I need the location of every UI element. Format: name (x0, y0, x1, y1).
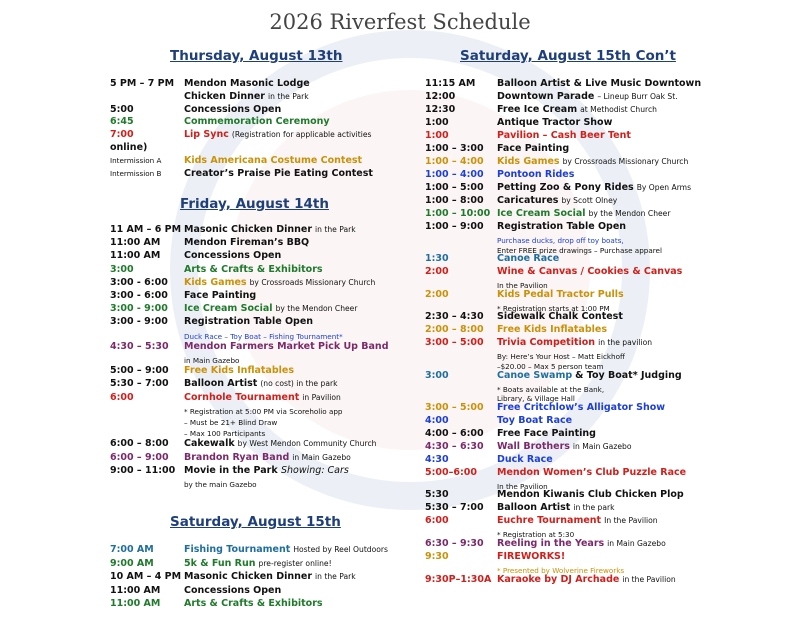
event-detail: in the Pavilion (622, 574, 676, 584)
event-name: Duck Race (497, 453, 553, 465)
schedule-row (425, 370, 795, 382)
event-time: 3:00 – 5:00 (425, 337, 484, 349)
schedule-row (110, 585, 410, 597)
event-time: 9:30P–1:30A (425, 573, 492, 585)
schedule-row (110, 598, 410, 610)
schedule-row (110, 571, 410, 583)
event-time: online) (110, 142, 148, 153)
schedule-row (425, 574, 795, 586)
schedule-row (425, 169, 795, 181)
event-time: 3:00 - 6:00 (110, 290, 168, 301)
schedule-subnote: Duck Race – Toy Boat – Fishing Tournament* (184, 331, 343, 341)
schedule-row (110, 465, 410, 477)
schedule-row (110, 354, 410, 366)
event-name: Balloon Artist & Live Music Downtown (497, 78, 702, 89)
event-name (497, 337, 652, 349)
event-name (497, 104, 657, 116)
schedule-row (110, 264, 410, 276)
schedule-subnote: * Registration at 5:00 PM via Scoreholio app (184, 406, 343, 416)
event-name (184, 224, 356, 236)
event-time: 3:00 - 6:00 (110, 276, 168, 288)
event-detail: in Main Gazebo (572, 441, 632, 451)
event-detail: by West Mendon Community Church (237, 439, 377, 449)
event-name: Creator’s Praise Pie Eating Contest (184, 167, 373, 179)
event-time: 1:00 – 4:00 (425, 169, 484, 180)
event-time: 9:00 AM (110, 557, 154, 569)
event-name: Toy Boat Race (497, 414, 573, 426)
event-title: Chicken Dinner (184, 90, 265, 102)
event-detail: by the Mendon Cheer (275, 304, 358, 314)
schedule-row (425, 117, 795, 129)
event-time: 6:00 (110, 391, 134, 403)
event-time: 3:00 - 9:00 (110, 303, 168, 315)
event-name: Kids Pedal Tractor Pulls (497, 288, 624, 300)
canoe-swamp-extra: & Toy Boat* Judging (575, 369, 682, 381)
event-name (184, 571, 356, 583)
event-name: Face Painting (184, 290, 257, 301)
event-detail: by the Mendon Cheer (588, 209, 671, 218)
schedule-row (110, 378, 410, 390)
event-title: Free Ice Cream (497, 104, 578, 115)
schedule-subnote: * Presented by Wolverine Fireworks (497, 566, 625, 575)
event-name: Free Face Painting (497, 427, 596, 439)
schedule-row (425, 467, 795, 479)
event-name: Concessions Open (184, 584, 282, 596)
schedule-row (425, 208, 795, 220)
schedule-row (110, 129, 400, 141)
schedule-row (110, 405, 410, 417)
schedule-row (110, 427, 410, 439)
event-name: Concessions Open (184, 103, 282, 115)
event-time: 12:30 (425, 104, 456, 115)
event-name (497, 91, 678, 103)
event-time: 5:30 – 7:00 (110, 378, 169, 390)
event-time: Intermission A (110, 155, 162, 165)
event-time: 4:30 – 5:30 (110, 340, 169, 352)
schedule-subnote: –$20.00 – Max 5 person team (497, 362, 604, 371)
event-time: 6:45 (110, 116, 134, 128)
event-name: Canoe Race (497, 253, 560, 265)
event-name (497, 574, 676, 586)
page-title: 2026 Riverfest Schedule (269, 10, 531, 34)
event-detail: pre-register online! (258, 558, 332, 568)
event-title: Ice Cream Social (497, 208, 586, 219)
event-name: Antique Tractor Show (497, 117, 613, 128)
schedule-row (425, 104, 795, 116)
event-name: Mendon Masonic Lodge (184, 78, 310, 89)
event-time: 1:30 (425, 253, 449, 265)
schedule-row (425, 502, 795, 514)
schedule-row (110, 142, 400, 154)
event-name (497, 156, 688, 168)
section-heading-saturday-cont: Saturday, August 15th Con’t (460, 48, 676, 64)
event-detail: in Main Gazebo (292, 452, 351, 462)
event-title: Karaoke by DJ Archade (497, 573, 620, 585)
event-title: Trivia Competition (497, 337, 596, 349)
event-time: 7:00 AM (110, 544, 154, 555)
event-time: 3:00 - 9:00 (110, 316, 168, 328)
schedule-row (110, 544, 410, 556)
event-name (184, 438, 376, 450)
event-time: 11:00 AM (110, 250, 161, 262)
event-detail: by Scott Olney (561, 196, 618, 205)
event-time: 5:30 – 7:00 (425, 502, 484, 514)
schedule-row (110, 224, 410, 236)
event-time: 3:00 (110, 263, 134, 275)
event-time: 6:00 (425, 515, 449, 527)
event-time: 10 AM – 4 PM (110, 571, 182, 583)
event-name: Mendon Women’s Club Puzzle Race (497, 466, 687, 478)
event-name (497, 195, 617, 207)
schedule-row (425, 441, 795, 453)
event-time: 6:00 – 8:00 (110, 438, 169, 450)
event-time: 11:00 AM (110, 584, 161, 596)
schedule-subnote: – Must be 21+ Blind Draw (184, 418, 278, 427)
event-name (497, 515, 658, 527)
schedule-row (110, 341, 410, 353)
event-detail: Hosted by Reel Outdoors (293, 545, 388, 554)
event-time: 11:00 AM (110, 237, 161, 249)
event-time: 11:15 AM (425, 78, 476, 89)
event-name (184, 129, 371, 141)
schedule-subnote: * Registration starts at 1:00 PM (497, 303, 610, 313)
event-title: Lip Sync (184, 129, 229, 141)
schedule-row (425, 454, 795, 466)
event-name: Registration Table Open (497, 221, 627, 232)
event-title: Balloon Artist (184, 378, 258, 390)
schedule-row (110, 438, 410, 450)
event-title: Cakewalk (184, 438, 235, 450)
event-name: Arts & Crafts & Exhibitors (184, 598, 323, 610)
event-time: 1:00 (425, 117, 449, 128)
event-time: 1:00 (425, 130, 449, 141)
event-title: Euchre Tournament (497, 515, 602, 527)
event-name: Kids Americana Costume Contest (184, 154, 363, 166)
event-time: 2:30 – 4:30 (425, 311, 484, 323)
schedule-subnote: In the Pavilion (497, 281, 548, 291)
schedule-subnote: Library, & Village Hall (497, 394, 575, 404)
schedule-subnote: in Main Gazebo (184, 356, 240, 365)
event-time: 6:00 – 9:00 (110, 451, 169, 463)
schedule-row (110, 78, 400, 90)
schedule-row (425, 130, 795, 142)
event-title: Fishing Tournament (184, 544, 291, 555)
event-detail: in the park (573, 503, 615, 513)
schedule-row (110, 155, 400, 167)
schedule-row (425, 337, 795, 349)
event-time: 9:30 (425, 551, 449, 562)
event-title: Caricatures (497, 195, 559, 206)
event-time: 5 PM – 7 PM (110, 78, 175, 89)
event-time: 2:00 (425, 288, 449, 300)
event-time: 1:00 – 8:00 (425, 195, 484, 206)
schedule-row (110, 250, 410, 262)
event-title: Kids Games (497, 156, 560, 167)
event-detail: in Main Gazebo (607, 539, 666, 548)
event-name: Pavilion – Cash Beer Tent (497, 130, 631, 141)
schedule-row (425, 551, 795, 563)
event-detail: in the Park (268, 91, 309, 101)
schedule-subnote: * Registration at 5:30 (497, 530, 575, 540)
event-time: 5:00–6:00 (425, 466, 478, 478)
schedule-row (425, 182, 795, 194)
schedule-row (425, 402, 795, 414)
event-name (184, 544, 388, 556)
event-name: Wine & Canvas / Cookies & Canvas (497, 266, 683, 278)
event-name: Commemoration Ceremony (184, 116, 330, 128)
event-time: 2:00 – 8:00 (425, 324, 484, 336)
event-time: 1:00 – 5:00 (425, 182, 484, 193)
schedule-row (110, 478, 410, 490)
schedule-subnote: Enter FREE prize drawings – Purchase apparel (497, 245, 662, 255)
schedule-row (110, 365, 410, 377)
event-time: 9:00 – 11:00 (110, 464, 176, 476)
section-heading-friday: Friday, August 14th (180, 196, 329, 212)
event-name: FIREWORKS! (497, 551, 566, 562)
event-name: Registration Table Open (184, 316, 314, 328)
event-time: 11 AM – 6 PM (110, 224, 182, 235)
schedule-row (425, 289, 795, 301)
event-time: 7:00 (110, 129, 134, 141)
event-detail: by Crossroads Missionary Church (562, 157, 689, 166)
event-name (184, 558, 332, 570)
schedule-row (110, 237, 410, 249)
section-heading-saturday: Saturday, August 15th (170, 514, 341, 530)
event-name (497, 182, 691, 194)
schedule-row (110, 116, 400, 128)
event-name (497, 538, 666, 550)
event-time: 3:00 – 5:00 (425, 401, 484, 413)
movie-showing: Showing: Cars (281, 464, 349, 476)
schedule-row (110, 290, 410, 302)
schedule-subnote: * Boats available at the Bank, (497, 384, 605, 394)
event-name: Mendon Fireman’s BBQ (184, 237, 310, 249)
event-time: 4:00 (425, 414, 449, 426)
event-name (184, 277, 375, 289)
event-title: Cornhole Tournament (184, 391, 300, 403)
schedule-subnote: – Max 100 Participants (184, 429, 266, 439)
event-name: Free Critchlow’s Alligator Show (497, 401, 666, 413)
event-time: 4:00 – 6:00 (425, 427, 484, 439)
event-detail: in Pavilion (302, 392, 341, 402)
event-name: Free Kids Inflatables (184, 365, 294, 377)
schedule-row (425, 489, 795, 501)
event-title: Petting Zoo & Pony Rides (497, 182, 634, 193)
event-time: 1:00 – 4:00 (425, 156, 484, 167)
schedule-row (110, 558, 410, 570)
event-title: Kids Games (184, 276, 247, 288)
event-time: 2:00 (425, 266, 449, 278)
event-detail: (no cost) in the park (260, 379, 338, 389)
event-time: 4:30 (425, 453, 449, 465)
schedule-row (110, 416, 410, 428)
event-title: Masonic Chicken Dinner (184, 224, 312, 235)
event-name (497, 208, 670, 220)
event-detail: by Crossroads Missionary Church (249, 277, 376, 287)
event-detail: By Open Arms (636, 183, 692, 192)
schedule-row (110, 277, 410, 289)
schedule-row (425, 415, 795, 427)
schedule-subnote: by the main Gazebo (184, 480, 257, 489)
schedule-row (425, 143, 795, 155)
event-time: 4:30 – 6:30 (425, 440, 484, 452)
event-name (497, 502, 615, 514)
event-name: Arts & Crafts & Exhibitors (184, 263, 323, 275)
schedule-row (425, 253, 795, 265)
schedule-row (425, 428, 795, 440)
schedule-row (425, 324, 795, 336)
event-name (184, 303, 357, 315)
event-name: Canoe Swamp & Toy Boat* Judging (497, 369, 682, 381)
event-time: 5:00 (110, 103, 134, 115)
schedule-row (425, 538, 795, 550)
event-title: Brandon Ryan Band (184, 451, 290, 463)
schedule-row (425, 78, 795, 90)
schedule-row (425, 195, 795, 207)
event-time: 1:00 – 10:00 (425, 208, 491, 219)
schedule-subnote: By: Here’s Your Host – Matt Eickhoff (497, 352, 625, 362)
event-name: Mendon Farmers Market Pick Up Band (184, 340, 389, 352)
event-time: 5:00 – 9:00 (110, 365, 169, 377)
event-title: Masonic Chicken Dinner (184, 571, 312, 583)
event-detail: in the Park (315, 572, 356, 582)
schedule-row (110, 330, 410, 342)
schedule-row (110, 168, 400, 180)
schedule-row (110, 316, 410, 328)
schedule-row (425, 156, 795, 168)
schedule-row (110, 91, 400, 103)
event-time: 5:30 (425, 489, 449, 501)
event-time: Intermission B (110, 168, 162, 178)
schedule-subnote: Purchase ducks, drop off toy boats, (497, 236, 624, 245)
event-name: Sidewalk Chalk Contest (497, 311, 623, 323)
event-time: 12:00 (425, 91, 456, 102)
event-time: 1:00 – 9:00 (425, 221, 484, 232)
schedule-row (110, 452, 410, 464)
schedule-row (110, 392, 410, 404)
event-title: 5k & Fun Run (184, 557, 256, 569)
event-time: 11:00 AM (110, 598, 161, 610)
schedule-row (425, 515, 795, 527)
schedule-row (425, 311, 795, 323)
event-title: Reeling in the Years (497, 538, 605, 549)
event-detail: In the Pavilion (604, 516, 658, 526)
event-detail: in the Park (315, 225, 356, 234)
event-name: Pontoon Rides (497, 169, 575, 180)
schedule-row (110, 104, 400, 116)
event-name (184, 91, 309, 103)
event-name (497, 441, 631, 453)
event-detail: (Registration for applicable activities (231, 130, 372, 140)
schedule-row (110, 303, 410, 315)
event-name: Concessions Open (184, 250, 282, 262)
event-name: Mendon Kiwanis Club Chicken Plop (497, 489, 684, 501)
schedule-row (425, 221, 795, 233)
event-name: Face Painting (497, 143, 570, 154)
event-detail: at Methodist Church (580, 105, 657, 114)
event-title: Wall Brothers (497, 440, 570, 452)
schedule-row (425, 266, 795, 278)
event-title: Ice Cream Social (184, 303, 273, 315)
event-name: Free Kids Inflatables (497, 324, 607, 336)
event-time: 6:30 – 9:30 (425, 538, 484, 549)
event-name: Movie in the Park Showing: Cars (184, 464, 349, 476)
event-title: Downtown Parade (497, 91, 595, 102)
section-heading-thursday: Thursday, August 13th (170, 48, 343, 64)
event-detail: in the pavilion (598, 338, 653, 348)
event-name (184, 392, 341, 404)
schedule-row (425, 91, 795, 103)
event-name (184, 452, 351, 464)
event-time: 1:00 – 3:00 (425, 143, 484, 154)
event-detail: – Lineup Burr Oak St. (597, 92, 678, 101)
event-title: Balloon Artist (497, 502, 571, 514)
event-name (184, 378, 338, 390)
event-time: 3:00 (425, 369, 449, 381)
schedule-subnote: In the Pavilion (497, 481, 548, 491)
